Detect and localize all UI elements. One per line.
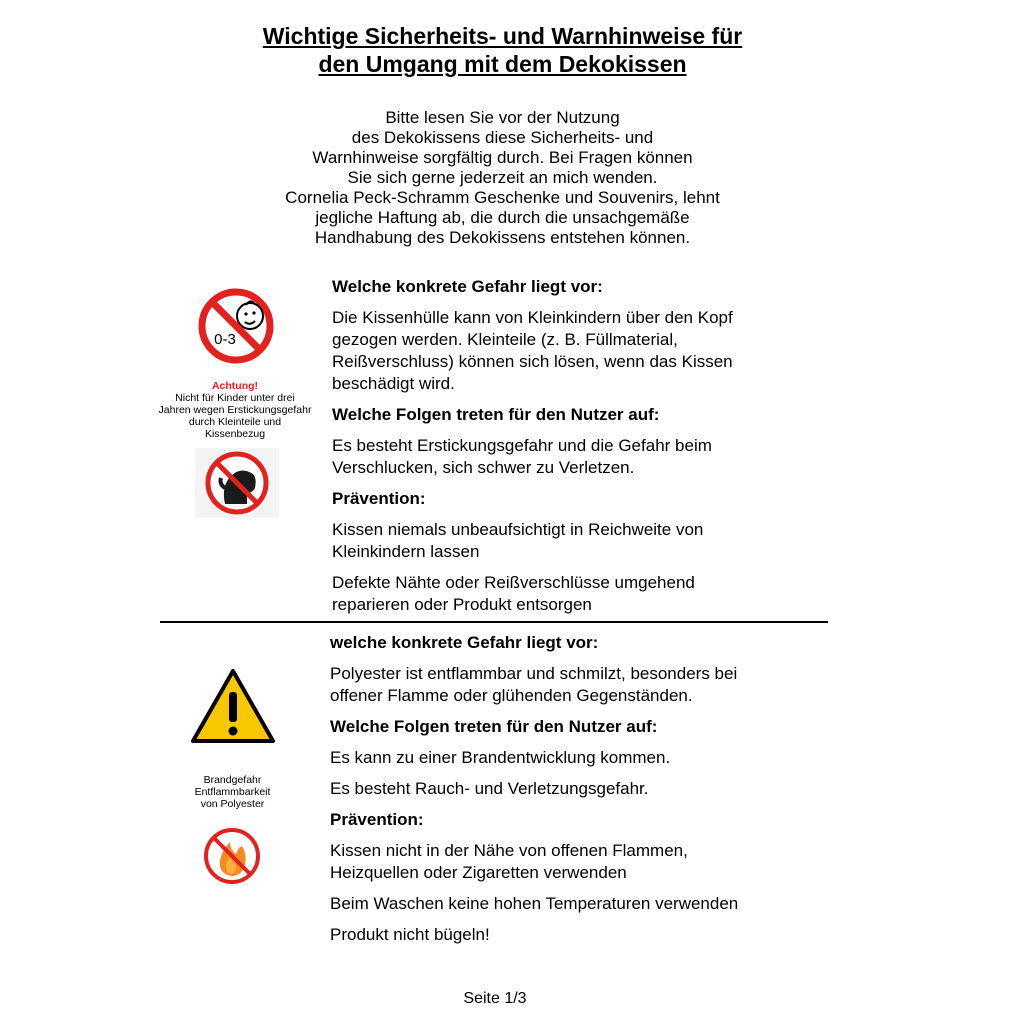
section-divider — [160, 621, 828, 623]
title-line-1: Wichtige Sicherheits- und Warnhinweise für — [262, 23, 743, 49]
warning-title: Achtung! — [211, 380, 259, 392]
no-head-covering-icon — [195, 448, 279, 518]
section-1-prevention-heading: Prävention: — [332, 489, 426, 508]
section-1-consequence-heading: Welche Folgen treten für den Nutzer auf: — [332, 405, 660, 424]
text-line: Es besteht Rauch- und Verletzungsgefahr. — [330, 779, 649, 798]
text-line: beschädigt wird. — [332, 374, 455, 393]
text-line: Es besteht Erstickungsgefahr und die Gefahr beim — [332, 436, 712, 455]
warning-line: Entflammbarkeit — [194, 786, 271, 798]
intro-line: des Dekokissens diese Sicherheits- und — [351, 128, 654, 147]
page-number: Seite 1/3 — [463, 990, 527, 1007]
fire-warning-text — [160, 774, 305, 810]
text-line: Defekte Nähte oder Reißverschlüsse umgehend — [332, 573, 695, 592]
warning-line: durch Kleinteile und — [188, 416, 282, 428]
warning-line: Jahren wegen Erstickungsgefahr — [158, 404, 312, 416]
age-label: 0-3 — [214, 331, 236, 348]
text-line: Polyester ist entflammbar und schmilzt, besonders bei — [330, 664, 738, 683]
intro-line: jegliche Haftung ab, die durch die unsachgemäße — [315, 208, 690, 227]
intro-paragraph — [0, 108, 1005, 248]
page-title — [0, 22, 1005, 78]
warning-line: von Polyester — [200, 798, 265, 810]
text-line: Die Kissenhülle kann von Kleinkindern über den Kopf — [332, 308, 733, 327]
intro-line: Sie sich gerne jederzeit an mich wenden. — [347, 168, 658, 187]
text-line: Produkt nicht bügeln! — [330, 925, 490, 944]
text-line: Verschlucken, sich schwer zu Verletzen. — [332, 458, 635, 477]
intro-line: Handhabung des Dekokissens entstehen können. — [314, 228, 691, 247]
text-line: Kleinkindern lassen — [332, 542, 480, 561]
intro-line: Bitte lesen Sie vor der Nutzung — [385, 108, 620, 127]
title-line-2: den Umgang mit dem Dekokissen — [318, 51, 687, 77]
text-line: reparieren oder Produkt entsorgen — [332, 595, 592, 614]
warning-triangle-icon — [190, 668, 276, 744]
section-2-consequence-heading: Welche Folgen treten für den Nutzer auf: — [330, 717, 658, 736]
text-line: Heizquellen oder Zigaretten verwenden — [330, 863, 627, 882]
section-2-prevention-heading: Prävention: — [330, 810, 424, 829]
warning-line: Brandgefahr — [203, 774, 262, 786]
intro-line: Cornelia Peck-Schramm Geschenke und Souvenirs, lehnt — [285, 188, 720, 207]
no-children-under-3-icon — [196, 286, 276, 366]
section-1-content — [332, 276, 812, 616]
choking-warning-text — [140, 380, 330, 440]
text-line: offener Flamme oder glühenden Gegenständen. — [330, 686, 693, 705]
warning-line: Nicht für Kinder unter drei — [175, 392, 295, 404]
intro-line: Warnhinweise sorgfältig durch. Bei Fragen können — [312, 148, 693, 167]
no-open-flame-icon — [202, 826, 262, 886]
text-line: Beim Waschen keine hohen Temperaturen verwenden — [330, 894, 739, 913]
section-2-danger-heading: welche konkrete Gefahr liegt vor: — [330, 633, 599, 652]
text-line: Reißverschluss) können sich lösen, wenn das Kissen — [332, 352, 733, 371]
text-line: gezogen werden. Kleinteile (z. B. Füllmaterial, — [332, 330, 678, 349]
text-line: Kissen niemals unbeaufsichtigt in Reichweite von — [332, 520, 704, 539]
text-line: Es kann zu einer Brandentwicklung kommen. — [330, 748, 671, 767]
text-line: Kissen nicht in der Nähe von offenen Flammen, — [330, 841, 688, 860]
warning-line: Kissenbezug — [204, 428, 266, 440]
section-2-content — [330, 632, 810, 946]
section-1-danger-heading: Welche konkrete Gefahr liegt vor: — [332, 277, 603, 296]
